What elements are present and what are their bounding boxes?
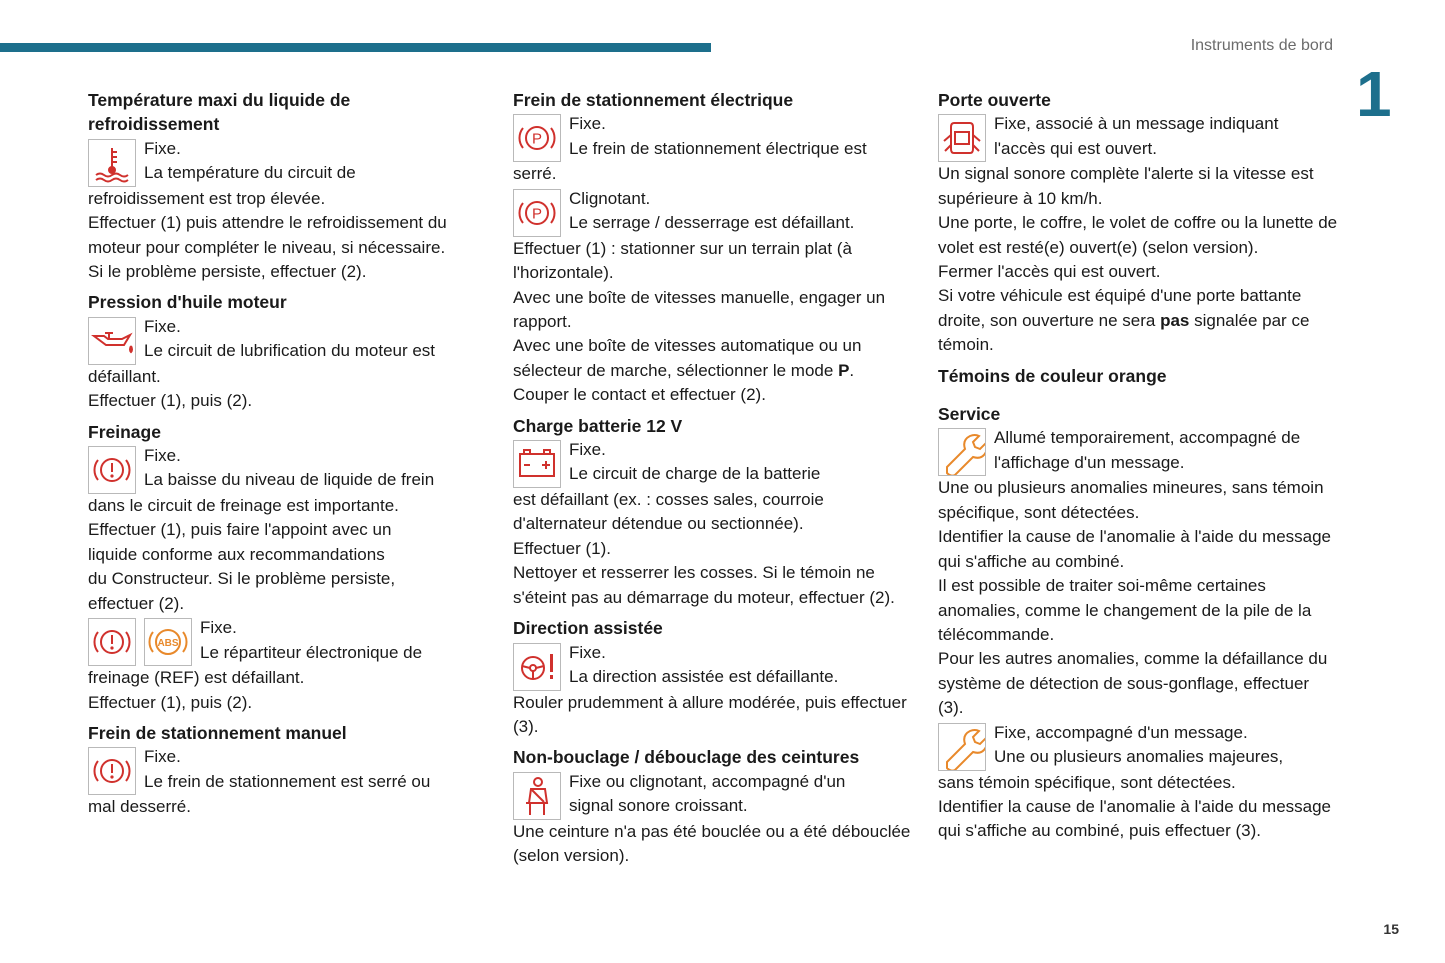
door-text-6c: signalée par ce témoin.: [938, 310, 1310, 355]
service-major-text-1: Fixe, accompagné d'un message.: [994, 722, 1248, 742]
epb-text-5: Le serrage / desserrage est défaillant.: [569, 213, 855, 233]
door-heading: Porte ouverte: [938, 90, 1051, 110]
coolant-text-1: Fixe.: [144, 138, 181, 158]
column-3: [938, 88, 1338, 844]
chapter-number: 1: [1356, 58, 1392, 130]
ref-text-2: Le répartiteur électronique de: [200, 642, 423, 662]
column-1: [88, 88, 480, 820]
seatbelt-icon: [513, 772, 561, 820]
battery-text-3: est défaillant (ex. : cosses sales, courroie d'alternateur détendue ou sectionnée).: [513, 490, 824, 534]
manual-brake-text-1: Fixe.: [144, 747, 181, 767]
service-major-text-2: Une ou plusieurs anomalies majeures,: [994, 746, 1284, 766]
battery-text-2: Le circuit de charge de la batterie: [569, 464, 821, 484]
epb-text-8c: .: [849, 360, 855, 380]
oil-text-4: Effectuer (1), puis (2).: [88, 391, 253, 411]
epb-text-6: Effectuer (1) : stationner sur un terrain plat (à l'horizontale).: [513, 238, 852, 283]
battery-charge-icon: [513, 440, 561, 488]
service-text-5: Il est possible de traiter soi-même certaines anomalies, comme le changement de la pile de la télécommande.: [938, 576, 1312, 644]
brake-text-5: liquide conforme aux recommandations: [88, 544, 385, 564]
orange-section-heading: Témoins de couleur orange: [938, 365, 1167, 386]
service-text-2: l'affichage d'un message.: [994, 452, 1185, 472]
battery-text-1: Fixe.: [569, 440, 606, 460]
brake-text-7: effectuer (2).: [88, 593, 185, 613]
door-text-6a: Si votre véhicule est équipé d'une porte battante droite, son ouverture ne sera: [938, 286, 1302, 330]
coolant-temperature-icon: [88, 139, 136, 187]
seatbelt-heading: Non-bouclage / débouclage des ceintures: [513, 747, 860, 768]
service-heading: Service: [938, 404, 1001, 425]
ref-text-3: freinage (REF) est défaillant.: [88, 668, 305, 688]
epb-icon-letter-2: P: [531, 205, 543, 223]
electric-parking-brake-icon-2: [513, 189, 561, 237]
manual-brake-heading: Frein de stationnement manuel: [88, 722, 347, 743]
door-text-2: l'accès qui est ouvert.: [994, 138, 1157, 158]
service-text-3: Une ou plusieurs anomalies mineures, sans témoin spécifique, sont détectées.: [938, 478, 1324, 522]
door-text-6b: pas: [1160, 310, 1190, 330]
abs-icon: [144, 618, 192, 666]
service-text-4: Identifier la cause de l'anomalie à l'aide du message qui s'affiche au combiné.: [938, 527, 1332, 571]
coolant-text-3: refroidissement est trop élevée.: [88, 188, 326, 208]
seatbelt-text-3: Une ceinture n'a pas été bouclée ou a été débouclée (selon version).: [513, 821, 911, 866]
brake-text-3: dans le circuit de freinage est importante.: [88, 496, 399, 516]
steering-text-2: La direction assistée est défaillante.: [569, 666, 839, 686]
steering-text-3: Rouler prudemment à allure modérée, puis effectuer (3).: [513, 692, 907, 736]
epb-heading: Frein de stationnement électrique: [513, 90, 794, 110]
epb-text-3: serré.: [513, 164, 557, 184]
brake-warning-icon: [88, 446, 136, 494]
door-text-4: Une porte, le coffre, le volet de coffre ou la lunette de volet est resté(e) ouvert(e) (selon version).: [938, 213, 1338, 257]
door-text-3: Un signal sonore complète l'alerte si la vitesse est supérieure à 10 km/h.: [938, 164, 1314, 208]
electric-parking-brake-icon: [513, 114, 561, 162]
oil-text-1: Fixe.: [144, 316, 181, 336]
battery-text-5: Nettoyer et resserrer les cosses. Si le témoin ne s'éteint pas au démarrage du moteur, effectuer (2).: [513, 563, 895, 607]
manual-brake-text-2: Le frein de stationnement est serré ou: [144, 771, 431, 791]
oil-heading: Pression d'huile moteur: [88, 292, 287, 313]
seatbelt-text-2: signal sonore croissant.: [569, 796, 748, 816]
brake-warning-icon-2: [88, 618, 136, 666]
service-text-6: Pour les autres anomalies, comme la défaillance du système de détection de sous-gonflage, effectuer (3).: [938, 649, 1328, 718]
brake-text-4: Effectuer (1), puis faire l'appoint avec un: [88, 520, 392, 540]
epb-text-9: Couper le contact et effectuer (2).: [513, 385, 766, 405]
section-title: Instruments de bord: [1190, 37, 1333, 54]
steering-text-1: Fixe.: [569, 642, 606, 662]
coolant-text-4: Effectuer (1) puis attendre le refroidissement du moteur pour compléter le niveau, si nécessaire.: [88, 213, 447, 257]
epb-text-2: Le frein de stationnement électrique est: [569, 138, 867, 158]
door-text-5: Fermer l'accès qui est ouvert.: [938, 262, 1161, 282]
epb-text-7: Avec une boîte de vitesses manuelle, engager un rapport.: [513, 287, 886, 332]
manual-brake-text-3: mal desserré.: [88, 797, 191, 817]
door-open-icon: [938, 114, 986, 162]
oil-text-3: défaillant.: [88, 366, 161, 386]
epb-text-8a: Avec une boîte de vitesses automatique ou un sélecteur de marche, sélectionner le mode: [513, 336, 862, 380]
oil-pressure-icon: [88, 317, 136, 365]
wrench-icon-2: [938, 723, 986, 771]
wrench-icon: [938, 428, 986, 476]
oil-text-2: Le circuit de lubrification du moteur est: [144, 341, 436, 361]
page-number: 15: [1383, 921, 1399, 937]
seatbelt-text-1: Fixe ou clignotant, accompagné d'un: [569, 771, 846, 791]
battery-text-4: Effectuer (1).: [513, 538, 611, 558]
coolant-text-2: La température du circuit de: [144, 163, 356, 183]
ref-text-1: Fixe.: [200, 618, 237, 638]
coolant-text-5: Si le problème persiste, effectuer (2).: [88, 262, 367, 282]
service-major-text-4: Identifier la cause de l'anomalie à l'aide du message qui s'affiche au combiné, puis effectuer (3).: [938, 796, 1332, 841]
battery-heading: Charge batterie 12 V: [513, 415, 683, 436]
door-text-1: Fixe, associé à un message indiquant: [994, 114, 1279, 134]
brake-heading: Freinage: [88, 421, 161, 442]
power-steering-icon: [513, 643, 561, 691]
header-accent-bar: [0, 43, 711, 52]
epb-text-8: [513, 334, 913, 383]
column-2: [513, 88, 913, 869]
epb-text-4: Clignotant.: [569, 188, 651, 208]
brake-text-1: Fixe.: [144, 446, 181, 466]
coolant-heading: Température maxi du liquide de refroidissement: [88, 90, 351, 135]
ref-text-4: Effectuer (1), puis (2).: [88, 692, 253, 712]
epb-text-8b: P: [838, 360, 850, 380]
epb-icon-letter: P: [531, 130, 543, 148]
service-major-text-3: sans témoin spécifique, sont détectées.: [938, 772, 1236, 792]
brake-text-6: du Constructeur. Si le problème persiste,: [88, 569, 396, 589]
brake-text-2: La baisse du niveau de liquide de frein: [144, 470, 435, 490]
steering-heading: Direction assistée: [513, 618, 663, 639]
epb-text-1: Fixe.: [569, 114, 606, 134]
parking-brake-icon: [88, 747, 136, 795]
door-text-6: [938, 284, 1338, 357]
service-text-1: Allumé temporairement, accompagné de: [994, 428, 1301, 448]
abs-icon-label: ABS: [157, 638, 179, 650]
